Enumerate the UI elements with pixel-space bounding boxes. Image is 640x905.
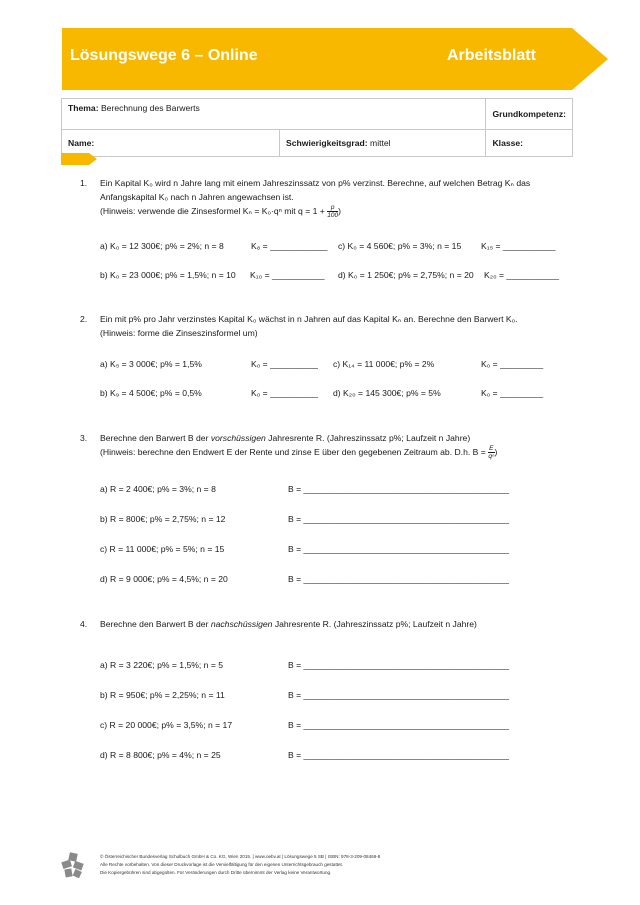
schwierigkeit-value: mittel [367,138,391,148]
schwierigkeit-label: Schwierigkeitsgrad: [286,138,368,148]
task-4d-answer[interactable]: B = ___________________________________________ [288,750,510,760]
task-1-hint [100,204,341,219]
task-1-frac-numerator: p [327,204,338,212]
section-tab [61,153,89,165]
task-2b-answer[interactable]: K₀ = __________ [251,388,318,398]
task-3a-answer[interactable]: B = ___________________________________________ [288,484,510,494]
task-4d-given: d) R = 8 800€; p% = 4%; n = 25 [100,750,221,760]
publisher-logo-icon [61,852,85,878]
task-1-hint-end: ) [338,205,341,216]
grundkompetenz-cell [486,99,573,130]
footer-text [100,853,380,876]
task-3d-given: d) R = 9 000€; p% = 4,5%; n = 20 [100,574,228,584]
task-3-frac-numerator: E [489,445,494,452]
task-2b-given: b) K₉ = 4 500€; p% = 0,5% [100,388,202,398]
task-3a-given: a) R = 2 400€; p% = 3%; n = 8 [100,484,216,494]
task-3b-given: b) R = 800€; p% = 2,75%; n = 12 [100,514,226,524]
task-2a-answer[interactable]: K₀ = __________ [251,359,318,369]
task-3c-answer[interactable]: B = ___________________________________________ [288,544,510,554]
task-3-number: 3. [80,433,88,443]
worksheet-label: Arbeitsblatt [447,47,536,64]
task-1a-given: a) K₀ = 12 300€; p% = 2%; n = 8 [100,241,224,251]
thema-cell [62,99,486,130]
task-1-number: 1. [80,178,88,188]
task-2d-given: d) K₂₀ = 145 300€; p% = 5% [333,388,441,398]
task-2-text-line-1: Ein mit p% pro Jahr verzinstes Kapital K₀ wächst in n Jahren auf das Kapital Kₙ an. Berechne den Barwert K₀. [100,314,518,324]
task-1-text-line-2: Anfangskapital K₀ nach n Jahren angewachsen ist. [100,192,294,202]
name-label: Name: [68,138,95,148]
footer-line-2: Alle Rechte vorbehalten. Von dieser Druckvorlage ist die Vervielfältigung für den eigenen Unterrichtsgebrauch gestattet. [100,861,344,867]
task-1-hint-fraction [327,204,338,219]
task-1c-given: c) K₀ = 4 560€; p% = 3%; n = 15 [338,241,462,251]
task-4c-given: c) R = 20 000€; p% = 3,5%; n = 17 [100,720,233,730]
task-1d-given: d) K₀ = 1 250€; p% = 2,75%; n = 20 [338,270,474,280]
task-3-hint [100,445,497,460]
task-4-text-pre: Berechne den Barwert B der [100,619,211,629]
task-1b-answer[interactable]: K₁₀ = ___________ [250,270,325,280]
task-3-frac-denominator: qⁿ [488,453,495,460]
task-4b-given: b) R = 950€; p% = 2,25%; n = 11 [100,690,225,700]
task-1d-answer[interactable]: K₂₀ = ___________ [484,270,560,280]
task-4b-answer[interactable]: B = ___________________________________________ [288,690,510,700]
task-2a-given: a) K₅ = 3 000€; p% = 1,5% [100,359,202,369]
schwierigkeit-cell [280,130,486,157]
footer-line-1: © Österreichischer Bundesverlag Schulbuch GmbH & Co. KG, Wien 2015. | www.oebv.at | Lösungswege 5 SB | ISBN: 978-3-209-08466-8 [100,854,381,859]
task-1c-answer[interactable]: K₁₅ = ___________ [481,241,556,251]
task-1-text-line-1: Ein Kapital K₀ wird n Jahre lang mit einem Jahreszinssatz von p% verzinst. Berechne, auf welchen Betrag Kₙ das [100,178,531,188]
task-4a-given: a) R = 3 220€; p% = 1,5%; n = 5 [100,660,224,670]
task-3b-answer[interactable]: B = ___________________________________________ [288,514,510,524]
task-4-text-post: Jahresrente R. (Jahreszinssatz p%; Laufzeit n Jahre) [272,619,477,629]
page-title: Lösungswege 6 – Online [70,47,258,64]
task-4a-answer[interactable]: B = ___________________________________________ [288,660,510,670]
task-3-hint-end: ) [494,446,498,457]
task-3-text-emphasis: vorschüssigen [210,433,266,443]
task-2d-answer[interactable]: K₀ = _________ [481,388,544,398]
section-tab-arrow [89,153,97,165]
thema-label: Thema: [68,103,99,113]
grundkompetenz-label: Grundkompetenz: [492,109,566,119]
footer-line-3: Die Kopiergebühren sind abgegolten. Für Veränderungen durch Dritte übernimmt der Verlag keine Verantwortung. [100,869,332,875]
task-1-hint-text: (Hinweis: verwende die Zinsesformel Kₙ = K₀·qⁿ mit q = 1 + [100,205,325,216]
task-4-text-emphasis: nachschüssigen [210,619,273,629]
task-1b-given: b) K₀ = 23 000€; p% = 1,5%; n = 10 [100,270,236,280]
task-1a-answer[interactable]: K₈ = ____________ [251,241,328,251]
task-4-number: 4. [80,619,88,629]
task-3-hint-text: (Hinweis: berechne den Endwert E der Rente und zinse E über den gegebenen Zeitraum ab. D.h. B = [100,446,486,457]
klasse-cell [486,130,573,157]
task-3-text-line-1 [100,433,470,443]
task-4c-answer[interactable]: B = ___________________________________________ [288,720,510,730]
task-2-number: 2. [80,314,88,324]
thema-value: Berechnung des Barwerts [98,103,200,113]
task-1-frac-denominator: 100 [327,212,339,219]
klasse-label: Klasse: [492,138,524,148]
task-2-hint: (Hinweis: forme die Zinseszinsformel um) [100,328,258,338]
header-banner-arrow [572,28,608,90]
task-3d-answer[interactable]: B = ___________________________________________ [288,574,510,584]
task-4-text-line-1 [100,619,477,629]
task-3-text-pre: Berechne den Barwert B der [100,433,211,443]
info-table [61,98,573,157]
task-2c-given: c) K₁₄ = 11 000€; p% = 2% [333,359,435,369]
task-2c-answer[interactable]: K₀ = _________ [481,359,544,369]
task-3c-given: c) R = 11 000€; p% = 5%; n = 15 [100,544,225,554]
task-3-text-post: Jahresrente R. (Jahreszinssatz p%; Laufzeit n Jahre) [265,433,471,443]
